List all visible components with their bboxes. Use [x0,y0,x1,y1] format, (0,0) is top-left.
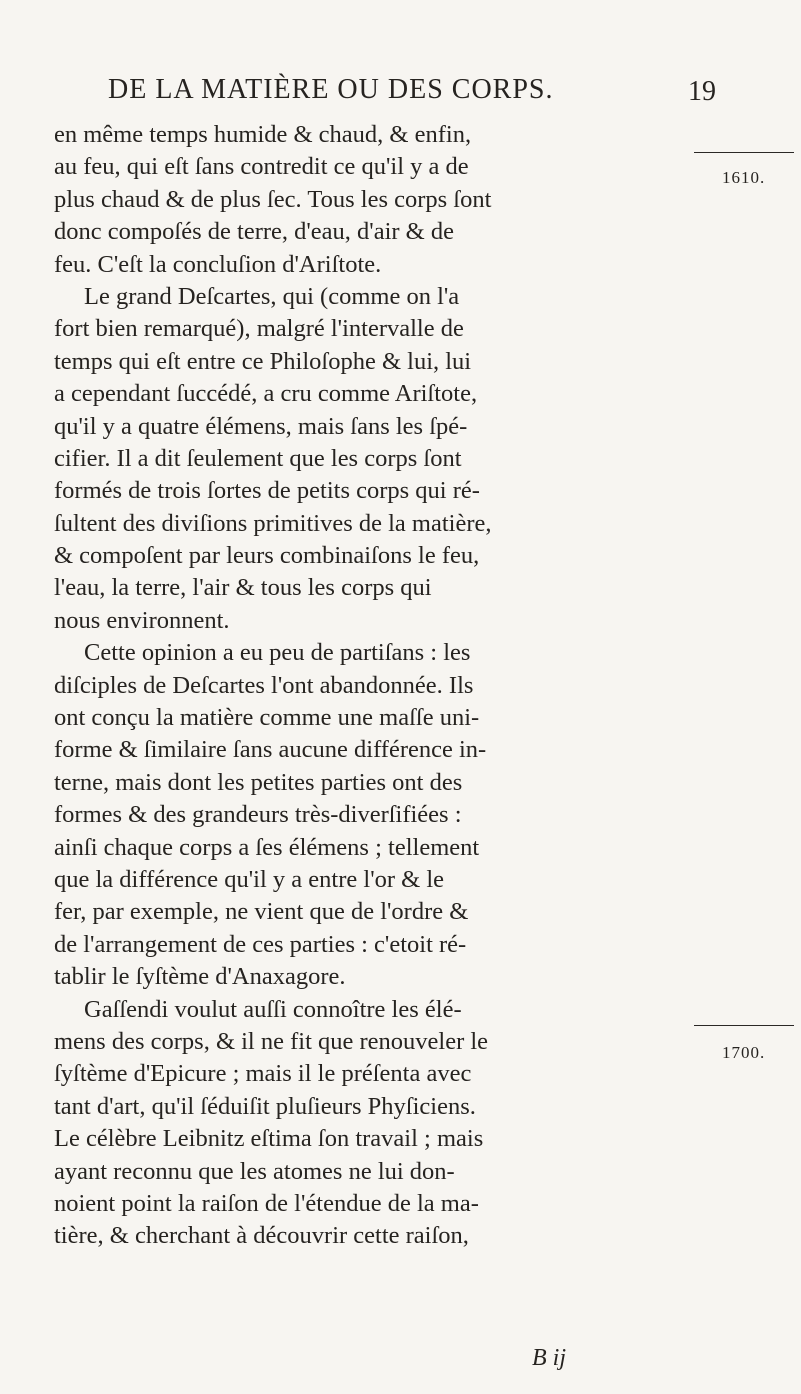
text-line: Le grand Deſcartes, qui (comme on l'a [84,282,460,310]
text-line: tière, & cherchant à découvrir cette raiſon, [54,1222,469,1250]
text-line: plus chaud & de plus ſec. Tous les corps ſont [54,185,492,213]
text-line: donc compoſés de terre, d'eau, d'air & de [54,218,454,246]
text-line: fer, par exemple, ne vient que de l'ordre & [54,898,469,926]
margin-rule [694,1025,794,1026]
text-line: mens des corps, & il ne fit que renouveler le [54,1027,489,1055]
text-line: terne, mais dont les petites parties ont des [54,768,463,796]
text-line: & compoſent par leurs combinaiſons le feu, [54,542,480,570]
text-line: que la différence qu'il y a entre l'or & le [54,865,445,893]
margin-date: 1610. [722,168,766,187]
running-head: DE LA MATIÈRE OU DES CORPS. [108,74,554,105]
text-line: ſyſtème d'Epicure ; mais il le préſenta avec [54,1060,472,1088]
text-line: Gaſſendi voulut auſſi connoître les élé- [84,995,462,1023]
text-line: noient point la raiſon de l'étendue de la ma- [54,1189,479,1217]
text-line: qu'il y a quatre élémens, mais ſans les ſpé- [54,412,468,440]
text-line: forme & ſimilaire ſans aucune différence in- [54,736,487,764]
text-line: l'eau, la terre, l'air & tous les corps qui [54,574,432,602]
text-line: nous environnent. [54,606,230,634]
text-line: ainſi chaque corps a ſes élémens ; tellement [54,833,480,861]
margin-date: 1700. [722,1043,766,1062]
text-line: de l'arrangement de ces parties : c'etoit ré- [54,930,467,958]
text-line: fort bien remarqué), malgré l'intervalle de [54,315,464,343]
page-number: 19 [688,76,716,107]
text-line: diſciples de Deſcartes l'ont abandonnée. Ils [54,671,474,699]
text-line: tablir le ſyſtème d'Anaxagore. [54,963,346,991]
text-line: en même temps humide & chaud, & enfin, [54,121,472,148]
body-text [54,119,694,1253]
signature-mark: B ij [532,1345,566,1371]
text-line: tant d'art, qu'il ſéduiſit pluſieurs Phyſiciens. [54,1092,476,1120]
text-line: Le célèbre Leibnitz eſtima ſon travail ; mais [54,1125,484,1153]
text-line: au feu, qui eſt ſans contredit ce qu'il y a de [54,153,469,181]
text-line: Cette opinion a eu peu de partiſans : les [84,639,471,667]
text-line: ont conçu la matière comme une maſſe uni- [54,704,480,732]
text-line: formés de trois ſortes de petits corps qui ré- [54,477,480,505]
text-line: temps qui eſt entre ce Philoſophe & lui, lui [54,347,472,375]
text-line: ſultent des diviſions primitives de la matière, [54,509,492,537]
margin-rule [694,152,794,153]
text-line: a cependant ſuccédé, a cru comme Ariſtote, [54,380,478,408]
text-line: ayant reconnu que les atomes ne lui don- [54,1157,455,1185]
text-line: feu. C'eſt la concluſion d'Ariſtote. [54,250,382,278]
text-line: cifier. Il a dit ſeulement que les corps ſont [54,444,462,472]
text-line: formes & des grandeurs très-diverſifiées : [54,801,462,829]
